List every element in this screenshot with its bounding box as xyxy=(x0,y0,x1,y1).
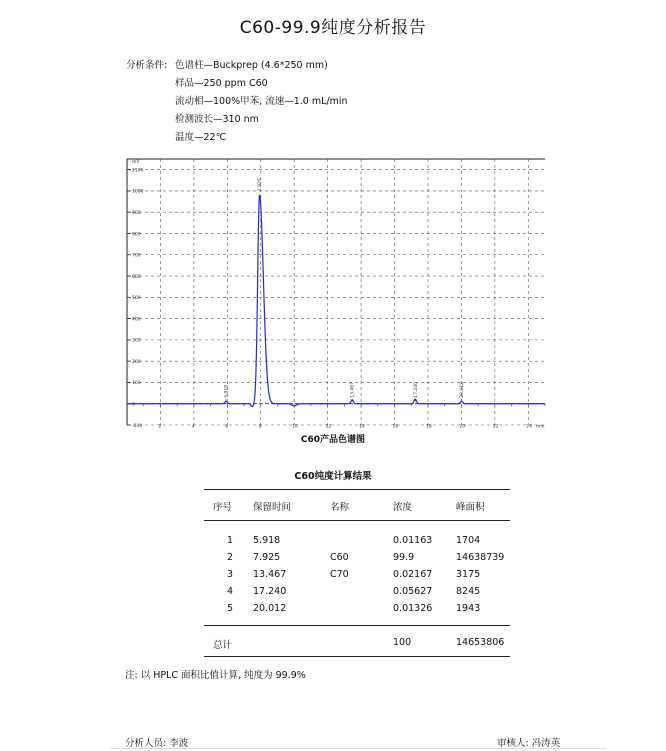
peak-label: 5.918 xyxy=(224,384,230,398)
y-tick-label: 300 xyxy=(132,338,141,344)
x-tick-label: 4 xyxy=(191,424,195,430)
peak-label: 17.240 xyxy=(413,381,419,398)
x-tick-label: 8 xyxy=(258,424,262,430)
conditions-label: 分析条件: xyxy=(126,60,168,71)
table-total-cell: 100 xyxy=(393,637,412,648)
x-tick-label: 22 xyxy=(492,424,499,430)
table-cell: 17.240 xyxy=(253,586,287,597)
footnote: 注: 以 HPLC 面积比值计算, 纯度为 99.9% xyxy=(125,670,306,681)
y-tick-label: 100 xyxy=(132,381,141,387)
table-cell: 3 xyxy=(227,569,234,580)
table-header-cell: 峰面积 xyxy=(456,502,485,513)
table-cell: 0.05627 xyxy=(393,586,433,597)
table-cell: 1 xyxy=(227,535,234,546)
y-axis-unit: mV xyxy=(132,160,140,165)
y-tick-label: 200 xyxy=(132,359,141,365)
x-tick-label: 20 xyxy=(459,424,466,430)
table-cell: C60 xyxy=(330,552,349,563)
table-cell: 3175 xyxy=(456,569,481,580)
table-cell: 4 xyxy=(227,586,234,597)
condition-sample: 样品—250 ppm C60 xyxy=(175,78,268,89)
table-title: C60纯度计算结果 xyxy=(294,471,372,482)
table-cell: 0.02167 xyxy=(393,569,433,580)
peak-label: 13.467 xyxy=(350,381,356,398)
peak-label: 7.925 xyxy=(258,178,264,192)
table-cell: C70 xyxy=(330,569,349,580)
y-tick-label: 600 xyxy=(132,274,141,280)
table-total-cell: 总计 xyxy=(213,640,233,651)
table-cell: 20.012 xyxy=(253,603,287,614)
table-header-cell: 保留时间 xyxy=(253,502,292,513)
chromatogram-chart xyxy=(125,155,550,430)
analysis-conditions xyxy=(126,57,456,147)
y-tick-label: 900 xyxy=(132,211,141,216)
x-tick-label: 6 xyxy=(225,424,229,430)
y-tick-label: 0 xyxy=(132,402,135,408)
table-cell: 5.918 xyxy=(253,535,281,546)
y-tick-label: 400 xyxy=(132,317,141,323)
table-total-rule xyxy=(204,625,510,626)
y-tick-label: 800 xyxy=(132,232,141,238)
peak-label: 20.012 xyxy=(460,381,466,398)
table-header-rule xyxy=(204,520,510,521)
y-tick-label: 1100 xyxy=(132,168,144,174)
signal-trace xyxy=(127,195,545,406)
table-cell: 1943 xyxy=(456,603,481,614)
table-cell: 99.9 xyxy=(393,552,415,563)
y-tick-label: 500 xyxy=(132,296,141,302)
table-cell: 7.925 xyxy=(253,552,281,563)
condition-column: 色谱柱—Buckprep (4.6*250 mm) xyxy=(175,60,328,71)
y-tick-label: 1000 xyxy=(132,189,144,195)
analyst-signature: 分析人员: 李波 xyxy=(125,738,189,749)
y-tick-label: 700 xyxy=(132,253,141,259)
reviewer-signature: 审核人: 冯涛英 xyxy=(497,738,561,749)
table-cell: 0.01326 xyxy=(393,603,433,614)
chart-caption: C60产品色谱图 xyxy=(300,435,366,445)
y-tick-label: -100 xyxy=(132,423,143,429)
condition-temperature: 温度—22℃ xyxy=(175,132,227,143)
table-bottom-rule xyxy=(204,656,510,657)
condition-wavelength: 检测波长—310 nm xyxy=(175,114,259,125)
x-tick-label: 10 xyxy=(292,424,298,430)
table-total-cell: 14653806 xyxy=(456,637,505,648)
x-tick-label: 16 xyxy=(392,424,399,430)
table-cell: 14638739 xyxy=(456,552,505,563)
x-tick-label: 2 xyxy=(158,424,162,430)
report-title: C60-99.9纯度分析报告 xyxy=(239,18,427,38)
x-tick-label: 24 xyxy=(526,424,533,430)
x-tick-label: 14 xyxy=(359,424,365,430)
x-tick-label: 18 xyxy=(425,424,432,430)
table-header-cell: 名称 xyxy=(330,502,350,513)
table-cell: 5 xyxy=(227,603,234,614)
table-top-rule xyxy=(204,489,510,490)
table-header-cell: 浓度 xyxy=(393,502,413,513)
table-header-cell: 序号 xyxy=(213,502,233,513)
x-tick-label: 12 xyxy=(325,424,332,430)
table-cell: 1704 xyxy=(456,535,481,546)
table-cell: 0.01163 xyxy=(393,535,433,546)
x-axis-unit: min xyxy=(536,424,545,430)
condition-mobile-phase: 流动相—100%甲苯, 流速—1.0 mL/min xyxy=(175,96,348,107)
table-cell: 13.467 xyxy=(253,569,287,580)
table-cell: 2 xyxy=(227,552,234,563)
table-cell: 8245 xyxy=(456,586,481,597)
page-bottom-rule xyxy=(110,748,606,749)
